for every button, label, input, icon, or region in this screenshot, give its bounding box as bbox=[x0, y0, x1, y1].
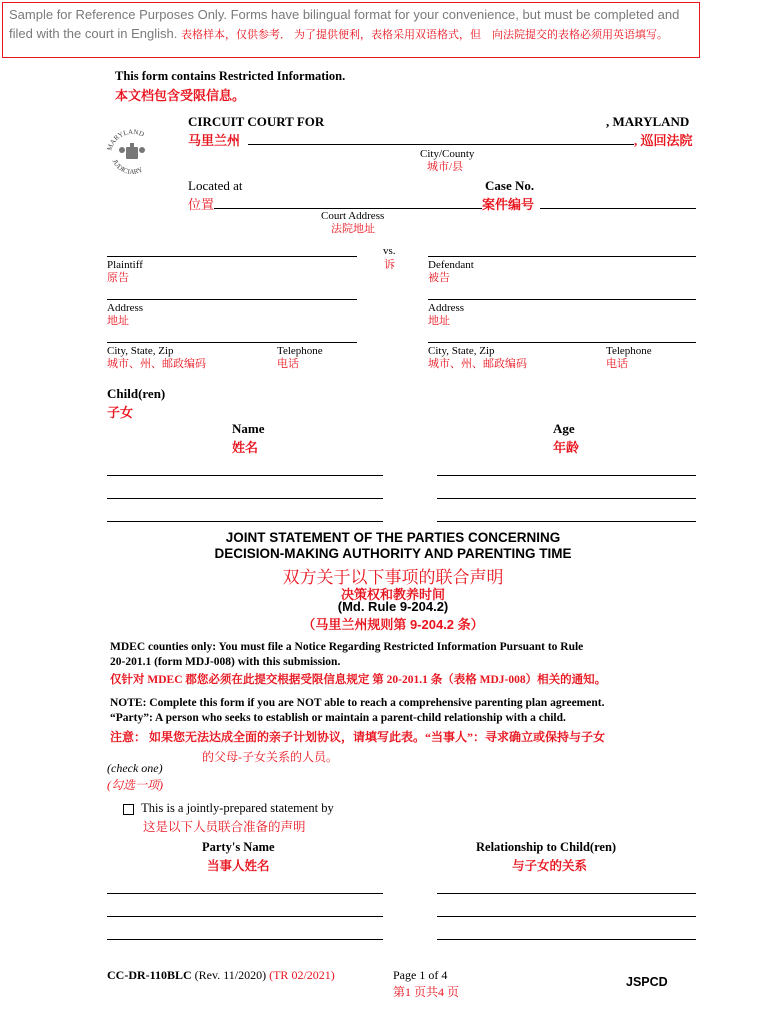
mdec-notice-en2: 20-201.1 (form MDJ-008) with this submission. bbox=[110, 656, 341, 668]
defendant-city-phone-field[interactable] bbox=[428, 342, 696, 343]
child-name-header-en: Name bbox=[232, 421, 265, 436]
case-no-label-en: Case No. bbox=[485, 178, 535, 193]
party-name-field-1[interactable] bbox=[107, 893, 383, 894]
court-address-caption-zh: 法院地址 bbox=[331, 223, 375, 235]
child-name-field-1[interactable] bbox=[107, 475, 383, 476]
relationship-header-en: Relationship to Child(ren) bbox=[476, 840, 617, 854]
plaintiff-address-label-en: Address bbox=[107, 302, 144, 314]
located-at-label-en: Located at bbox=[188, 178, 243, 193]
defendant-address-label-zh: 地址 bbox=[428, 315, 450, 327]
relationship-header-zh: 与子女的关系 bbox=[512, 859, 588, 873]
note-en2: “Party”: A person who seeks to establish or maintain a parent-child relationship with a child. bbox=[110, 712, 566, 724]
plaintiff-label-en: Plaintiff bbox=[107, 259, 143, 271]
seal-crest-icon bbox=[119, 143, 145, 159]
mdec-notice-en1: MDEC counties only: You must file a Notice Regarding Restricted Information Pursuant to Rule bbox=[110, 641, 584, 653]
child-name-header-zh: 姓名 bbox=[232, 440, 259, 455]
form-translation-date: (TR 02/2021) bbox=[269, 968, 335, 982]
city-county-caption-en: City/County bbox=[420, 148, 475, 160]
plaintiff-city-label-en: City, State, Zip bbox=[107, 345, 174, 357]
relationship-field-3[interactable] bbox=[437, 939, 696, 940]
defendant-address-label-en: Address bbox=[428, 302, 465, 314]
case-no-label-zh: 案件编号 bbox=[482, 197, 535, 212]
city-county-caption-zh: 城市/县 bbox=[427, 161, 464, 173]
defendant-address-field[interactable] bbox=[428, 299, 696, 300]
rule-citation-zh: （马里兰州规则第 9-204.2 条） bbox=[302, 617, 484, 632]
versus-label-zh: 诉 bbox=[384, 259, 395, 271]
form-title-zh2: 决策权和教养时间 bbox=[340, 587, 445, 602]
children-heading-zh: 子女 bbox=[107, 405, 134, 420]
svg-text:JUDICIARY bbox=[111, 158, 144, 176]
relationship-field-2[interactable] bbox=[437, 916, 696, 917]
form-revision: (Rev. 11/2020) bbox=[194, 968, 267, 982]
child-name-field-2[interactable] bbox=[107, 498, 383, 499]
check-one-zh: (勾选一项) bbox=[107, 778, 163, 792]
defendant-city-label-zh: 城市、州、邮政编码 bbox=[428, 358, 527, 370]
note-zh1: 注意： 如果您无法达成全面的亲子计划协议，请填写此表。“当事人”：寻求确立或保持与子女 bbox=[110, 730, 606, 744]
plaintiff-phone-label-en: Telephone bbox=[277, 345, 323, 357]
defendant-label-en: Defendant bbox=[428, 259, 474, 271]
joint-statement-checkbox[interactable] bbox=[123, 804, 134, 815]
rule-citation-en: (Md. Rule 9-204.2) bbox=[337, 599, 449, 614]
banner-chinese: 表格样本，仅供参考． 为了提供便利，表格采用双语格式，但 向法院提交的表格必须用英语填写。 bbox=[181, 29, 669, 41]
court-address-field[interactable] bbox=[214, 208, 482, 209]
plaintiff-address-label-zh: 地址 bbox=[107, 315, 129, 327]
party-name-field-2[interactable] bbox=[107, 916, 383, 917]
child-age-field-2[interactable] bbox=[437, 498, 696, 499]
maryland-label-zh: , 巡回法院 bbox=[634, 133, 693, 148]
note-zh2: 的父母-子女关系的人员。 bbox=[202, 750, 338, 764]
child-age-field-1[interactable] bbox=[437, 475, 696, 476]
relationship-field-1[interactable] bbox=[437, 893, 696, 894]
note-en1: NOTE: Complete this form if you are NOT able to reach a comprehensive parenting plan agreement. bbox=[110, 697, 605, 709]
banner-english: Sample for Reference Purposes Only. Forms have bilingual format for your convenience, but must be completed and filed with the court in English. bbox=[9, 7, 680, 41]
joint-statement-option[interactable] bbox=[123, 801, 334, 816]
located-at-label-zh: 位置 bbox=[188, 197, 215, 212]
plaintiff-city-label-zh: 城市、州、邮政编码 bbox=[107, 358, 206, 370]
svg-text:MARYLAND bbox=[105, 128, 145, 152]
form-id bbox=[107, 968, 335, 983]
joint-statement-label-zh: 这是以下人员联合准备的声明 bbox=[143, 820, 306, 834]
city-county-field[interactable] bbox=[248, 144, 634, 145]
circuit-court-label-zh: 马里兰州 bbox=[188, 133, 241, 148]
form-code: JSPCD bbox=[626, 975, 668, 989]
maryland-label-en: , MARYLAND bbox=[606, 114, 690, 129]
case-number-field[interactable] bbox=[540, 208, 696, 209]
child-age-header-zh: 年龄 bbox=[553, 440, 580, 455]
defendant-phone-label-en: Telephone bbox=[606, 345, 652, 357]
child-age-field-3[interactable] bbox=[437, 521, 696, 522]
page-number-zh: 第1 页共4 页 bbox=[393, 985, 460, 999]
reference-banner bbox=[2, 2, 700, 58]
plaintiff-label-zh: 原告 bbox=[107, 272, 129, 284]
child-name-field-3[interactable] bbox=[107, 521, 383, 522]
seal-bottom-text: JUDICIARY bbox=[110, 158, 145, 177]
plaintiff-city-phone-field[interactable] bbox=[107, 342, 357, 343]
seal-top-text: MARYLAND bbox=[105, 127, 146, 152]
child-age-header-en: Age bbox=[553, 421, 575, 436]
form-title-line2: DECISION-MAKING AUTHORITY AND PARENTING TIME bbox=[214, 546, 572, 561]
defendant-label-zh: 被告 bbox=[428, 272, 450, 284]
maryland-judiciary-seal bbox=[103, 125, 161, 183]
circuit-court-label-en: CIRCUIT COURT FOR bbox=[188, 114, 325, 129]
party-name-header-en: Party's Name bbox=[202, 840, 275, 854]
form-title-line1: JOINT STATEMENT OF THE PARTIES CONCERNING bbox=[225, 530, 561, 545]
restricted-notice-zh: 本文档包含受限信息。 bbox=[115, 88, 246, 103]
check-one-en: (check one) bbox=[107, 761, 163, 775]
versus-label-en: vs. bbox=[383, 245, 396, 257]
form-number: CC-DR-110BLC bbox=[107, 968, 192, 982]
plaintiff-phone-label-zh: 电话 bbox=[277, 358, 299, 370]
joint-statement-label-en: This is a jointly-prepared statement by bbox=[141, 801, 334, 815]
party-name-field-3[interactable] bbox=[107, 939, 383, 940]
form-title-zh1: 双方关于以下事项的联合声明 bbox=[282, 568, 504, 587]
children-heading-en: Child(ren) bbox=[107, 386, 166, 401]
plaintiff-address-field[interactable] bbox=[107, 299, 357, 300]
defendant-name-field[interactable] bbox=[428, 256, 696, 257]
defendant-phone-label-zh: 电话 bbox=[606, 358, 628, 370]
defendant-city-label-en: City, State, Zip bbox=[428, 345, 495, 357]
plaintiff-name-field[interactable] bbox=[107, 256, 357, 257]
mdec-notice-zh: 仅针对 MDEC 郡您必须在此提交根据受限信息规定 第 20-201.1 条（表格 MDJ-008）相关的通知。 bbox=[110, 674, 607, 686]
restricted-notice-en: This form contains Restricted Information. bbox=[115, 69, 346, 83]
court-address-caption-en: Court Address bbox=[321, 210, 385, 222]
party-name-header-zh: 当事人姓名 bbox=[207, 859, 270, 873]
page-number-en: Page 1 of 4 bbox=[393, 968, 448, 982]
